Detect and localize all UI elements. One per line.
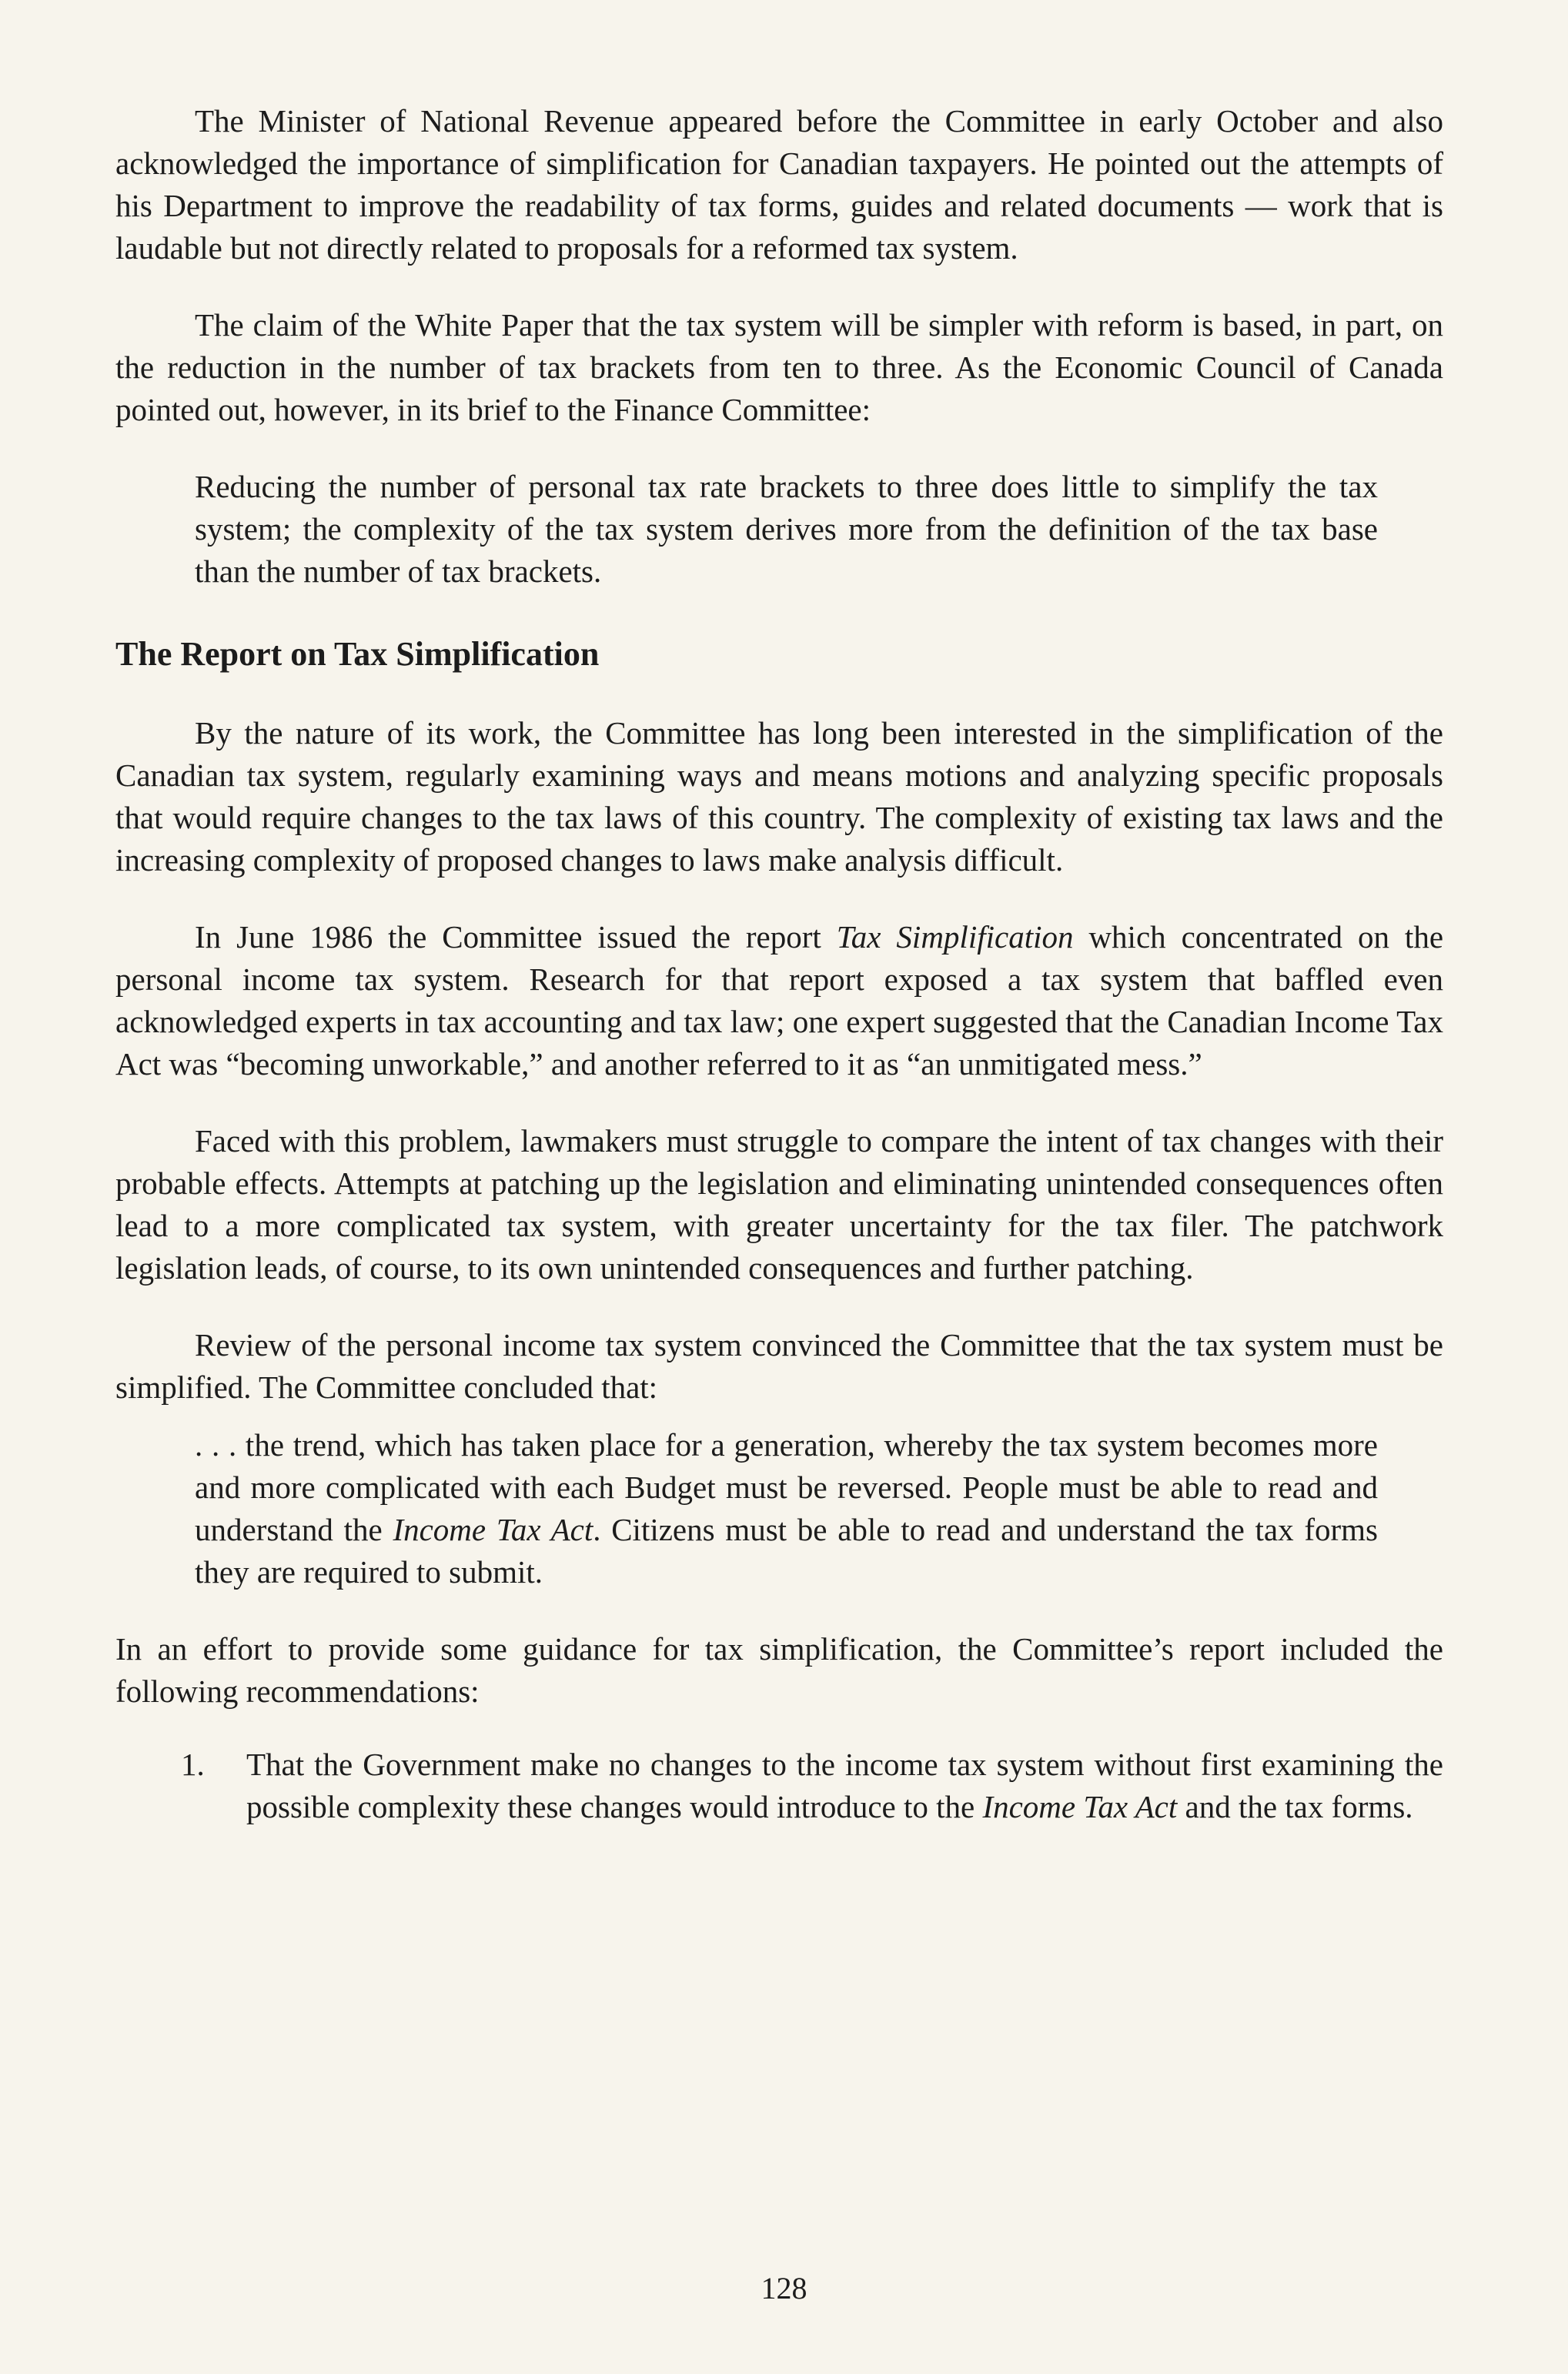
report-title: Tax Simplification (836, 919, 1074, 955)
document-page (115, 100, 1443, 1828)
paragraph-review-conclusion: Review of the personal income tax system convinced the Committee that the tax system must be simplified. The Committee concluded that: (115, 1327, 1443, 1405)
act-title: Income Tax Act (393, 1512, 593, 1547)
paragraph-lawmakers-struggle: Faced with this problem, lawmakers must struggle to compare the intent of tax changes with their probable effects. Attempts at patching up the legislation and eliminating unintended consequences often lead to a more complicated tax system, with greater uncertainty for the tax filer. The patchwork legislation leads, of course, to its own unintended consequences and further patching. (115, 1123, 1443, 1286)
text-fragment: and the tax forms. (1177, 1789, 1413, 1824)
section-heading: The Report on Tax Simplification (115, 635, 600, 673)
quote-economic-council: Reducing the number of personal tax rate brackets to three does little to simplify the tax system; the complexity of the tax system derives more from the definition of the tax base than the number of tax brackets. (195, 469, 1378, 589)
paragraph-june-1986-report (115, 916, 1443, 1085)
recommendation-number: 1. (181, 1747, 205, 1782)
paragraph-recommendations-intro: In an effort to provide some guidance for tax simplification, the Committee’s report included the following recommendations: (115, 1631, 1443, 1709)
page-number: 128 (761, 2271, 807, 2305)
text-fragment: . Citizens must be able to read and understand the tax forms they are required to submit. (195, 1512, 1378, 1590)
paragraph-minister-revenue: The Minister of National Revenue appeared before the Committee in early October and also acknowledged the importance of simplification for Canadian taxpayers. He pointed out the attempts of his Department to improve the readability of tax forms, guides and related documents — work that is laudable but not directly related to proposals for a reformed tax system. (115, 103, 1443, 266)
text-fragment: which concentrated on the personal income tax system. Research for that report exposed a tax system that baffled even acknowledged experts in tax accounting and tax law; one expert suggested that the Canadian Income Tax Act was “becoming unworkable,” and another referred to it as “an unmitigated mess.” (115, 919, 1444, 1082)
act-title: Income Tax Act (982, 1789, 1178, 1824)
text-fragment: In June 1986 the Committee issued the report (195, 919, 837, 955)
text-fragment: . . . the trend, which has taken place for a generation, whereby the tax system becomes more and more complicated with each Budget must be reversed. People must be able to read and understand the (195, 1427, 1378, 1547)
paragraph-white-paper-claim: The claim of the White Paper that the tax system will be simpler with reform is based, in part, on the reduction in the number of tax brackets from ten to three. As the Economic Council of Canada pointed out, however, in its brief to the Finance Committee: (115, 307, 1443, 427)
text-fragment: That the Government make no changes to the income tax system without first examining the possible complexity these changes would introduce to the (246, 1747, 1443, 1824)
recommendation-item (181, 1744, 1443, 1828)
paragraph-committee-work: By the nature of its work, the Committee has long been interested in the simplification of the Canadian tax system, regularly examining ways and means motions and analyzing specific proposals that would require changes to the tax laws of this country. The complexity of existing tax laws and the increasing complexity of proposed changes to laws make analysis difficult. (115, 715, 1443, 878)
recommendation-text (246, 1744, 1443, 1828)
quote-committee-conclusion (115, 1424, 1443, 1593)
